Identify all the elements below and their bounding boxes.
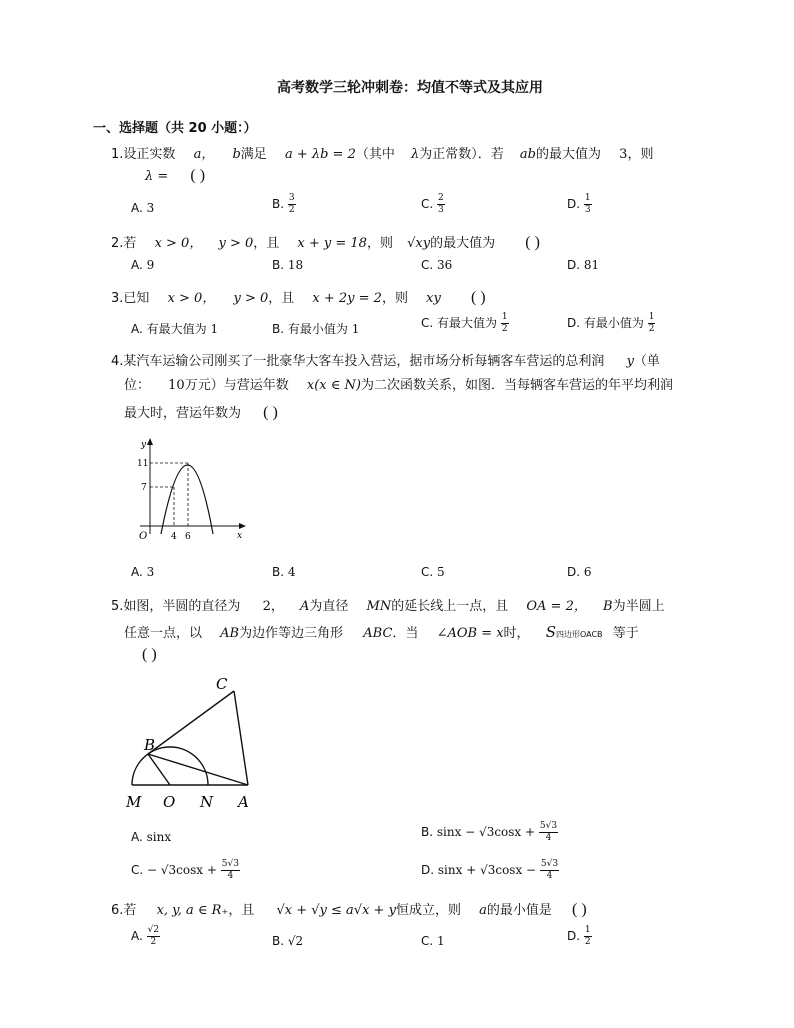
q4-answer-paren: ( ): [263, 404, 278, 421]
q6-option-a: A. $\frac{√2}{2}$: [131, 925, 160, 947]
q5-answer-paren: ( ): [142, 646, 157, 663]
q4-label-7: 7: [141, 483, 147, 493]
q1-text: （其中: [355, 147, 395, 162]
q5-label-m: M: [126, 793, 142, 811]
q5-label-n: N: [200, 793, 214, 811]
q2-cond-x: x > 0，: [154, 236, 203, 251]
q5-option-d: D. sinx + √3cosx − $\frac{5√3}{4}$: [421, 859, 559, 881]
q1-var-a: a，: [193, 147, 215, 162]
q3-option-c: C. 有最大值为 $\frac{1}{2}$: [421, 312, 508, 334]
q5-figure: [120, 670, 260, 815]
q3-option-d: D. 有最小值为 $\frac{1}{2}$: [567, 312, 655, 334]
q1-number: 1.: [111, 147, 124, 162]
q5-point-b: B: [603, 599, 613, 614]
q4-label-4: 4: [171, 532, 177, 542]
q3-expression: xy: [426, 291, 441, 306]
q1-three: 3: [619, 147, 628, 162]
q1-text: ，则: [627, 147, 654, 162]
q1-option-b: B. $\frac{3}{2}$: [272, 193, 295, 215]
question-5: 5.如图，半圆的直径为 2， A为直径 MN的延长线上一点，且 OA = 2， B为半圆上: [111, 599, 665, 614]
q2-equation: x + y = 18: [297, 236, 367, 251]
q4-parabola: [161, 465, 213, 534]
q4-label-origin: O: [139, 531, 148, 542]
q3-answer-paren: ( ): [470, 289, 486, 306]
q5-label-o: O: [163, 793, 176, 811]
question-1: [111, 143, 653, 162]
q2-cond-y: y > 0: [218, 236, 254, 251]
question-5-line3: [142, 646, 157, 664]
q4-unit: 10: [168, 378, 185, 393]
q4-graph: [130, 434, 255, 544]
q4-option-c: C. 5: [421, 565, 445, 579]
q6-option-d: D. $\frac{1}{2}$: [567, 925, 591, 947]
q6-inequality: √x + √y ≤ a√x + y: [276, 903, 396, 918]
question-4: 4.某汽车运输公司刚买了一批豪华大客车投入营运，据市场分析每辆客车营运的总利润 y（单: [111, 354, 660, 369]
q5-abc: ABC: [363, 626, 393, 641]
q5-option-a: A. sinx: [131, 830, 172, 844]
question-1-line2: [145, 167, 205, 185]
q4-option-b: B. 4: [272, 565, 296, 579]
q2-option-d: D. 81: [567, 258, 600, 272]
question-4-line2: 位： 10万元）与营运年数 x(x ∈ N)为二次函数关系，如图．当每辆客车营运的年平均利润: [124, 378, 673, 393]
q5-segment-ob: [148, 754, 170, 785]
q1-text: 为正常数）．若: [419, 147, 504, 162]
q1-text: 设正实数: [123, 147, 176, 162]
q5-label-c: C: [216, 675, 228, 693]
q5-label-b: B: [144, 736, 156, 754]
q1-ab: ab: [519, 147, 536, 162]
q4-option-d: D. 6: [567, 565, 592, 579]
q5-option-c: C. − √3cosx + $\frac{5√3}{4}$: [131, 859, 239, 881]
page-title: 高考数学三轮冲刺卷：均值不等式及其应用: [277, 80, 543, 96]
q5-option-b: B. sinx − √3cosx + $\frac{5√3}{4}$: [421, 821, 558, 843]
q1-lambda-eq: λ =: [145, 169, 169, 184]
question-6: 6.若 x, y, a ∈ R₊，且 √x + √y ≤ a√x + y恒成立，则 a的最小值是 ( ): [111, 901, 587, 918]
q4-option-a: A. 3: [131, 565, 155, 579]
question-3: 3.已知 x > 0， y > 0，且 x + 2y = 2，则 xy ( ): [111, 289, 486, 306]
q4-label-6: 6: [185, 532, 191, 542]
q5-ab: AB: [220, 626, 240, 641]
q1-text: 满足: [240, 147, 267, 162]
q3-option-b: B. 有最小值为 1: [272, 322, 360, 336]
q6-answer-paren: ( ): [572, 901, 587, 918]
question-2: 2.若 x > 0， y > 0，且 x + y = 18，则 √xy的最大值为 ( ): [111, 234, 540, 251]
q1-equation: a + λb = 2: [284, 147, 356, 162]
q4-label-x: x: [237, 531, 243, 541]
q5-segment-ca: [234, 691, 248, 785]
q1-var-b: b: [232, 147, 241, 162]
q6-vars: x, y, a ∈ R₊: [156, 903, 229, 918]
q4-label-y: y: [141, 440, 147, 450]
q1-option-a: A. 3: [131, 201, 155, 215]
q1-option-d: D. $\frac{1}{3}$: [567, 193, 591, 215]
q5-two: 2，: [262, 599, 284, 614]
q4-var-y: y: [626, 354, 634, 369]
q5-angle: ∠AOB = x: [436, 626, 504, 641]
question-4-line3: 最大时，营运年数为 ( ): [124, 404, 278, 421]
q3-equation: x + 2y = 2: [312, 291, 382, 306]
q5-point-a: A: [299, 599, 310, 614]
q2-expression: √xy: [407, 236, 431, 251]
q1-lambda: λ: [411, 147, 420, 162]
q4-label-11: 11: [137, 459, 149, 469]
question-5-line2: 任意一点，以 AB为边作等边三角形 ABC．当 ∠AOB = x时， S四边形OACB 等于: [124, 623, 639, 641]
q4-y-arrow: [147, 438, 153, 445]
q6-var-a: a: [479, 903, 487, 918]
q6-option-c: C. 1: [421, 934, 445, 948]
q1-option-c: C. $\frac{2}{3}$: [421, 193, 444, 215]
q3-cond-x: x > 0，: [167, 291, 216, 306]
q5-oa: OA = 2，: [526, 599, 587, 614]
q4-var-x: x(x ∈ N): [306, 378, 361, 393]
q2-option-b: B. 18: [272, 258, 304, 272]
q3-option-a: A. 有最大值为 1: [131, 322, 219, 336]
q5-segment-bc: [148, 691, 234, 754]
q1-text: 的最大值为: [536, 147, 602, 162]
q2-option-a: A. 9: [131, 258, 155, 272]
q4-x-arrow: [239, 523, 246, 529]
q3-cond-y: y > 0: [233, 291, 269, 306]
q6-option-b: B. √2: [272, 934, 304, 948]
q1-answer-paren: ( ): [190, 167, 206, 184]
q5-mn: MN: [366, 599, 392, 614]
q5-label-a: A: [238, 793, 249, 811]
q2-answer-paren: ( ): [525, 234, 540, 251]
q2-option-c: C. 36: [421, 258, 453, 272]
section-heading: 一、选择题（共 20 小题：）: [93, 121, 257, 136]
q5-area-symbol: S四边形OACB: [545, 623, 603, 641]
